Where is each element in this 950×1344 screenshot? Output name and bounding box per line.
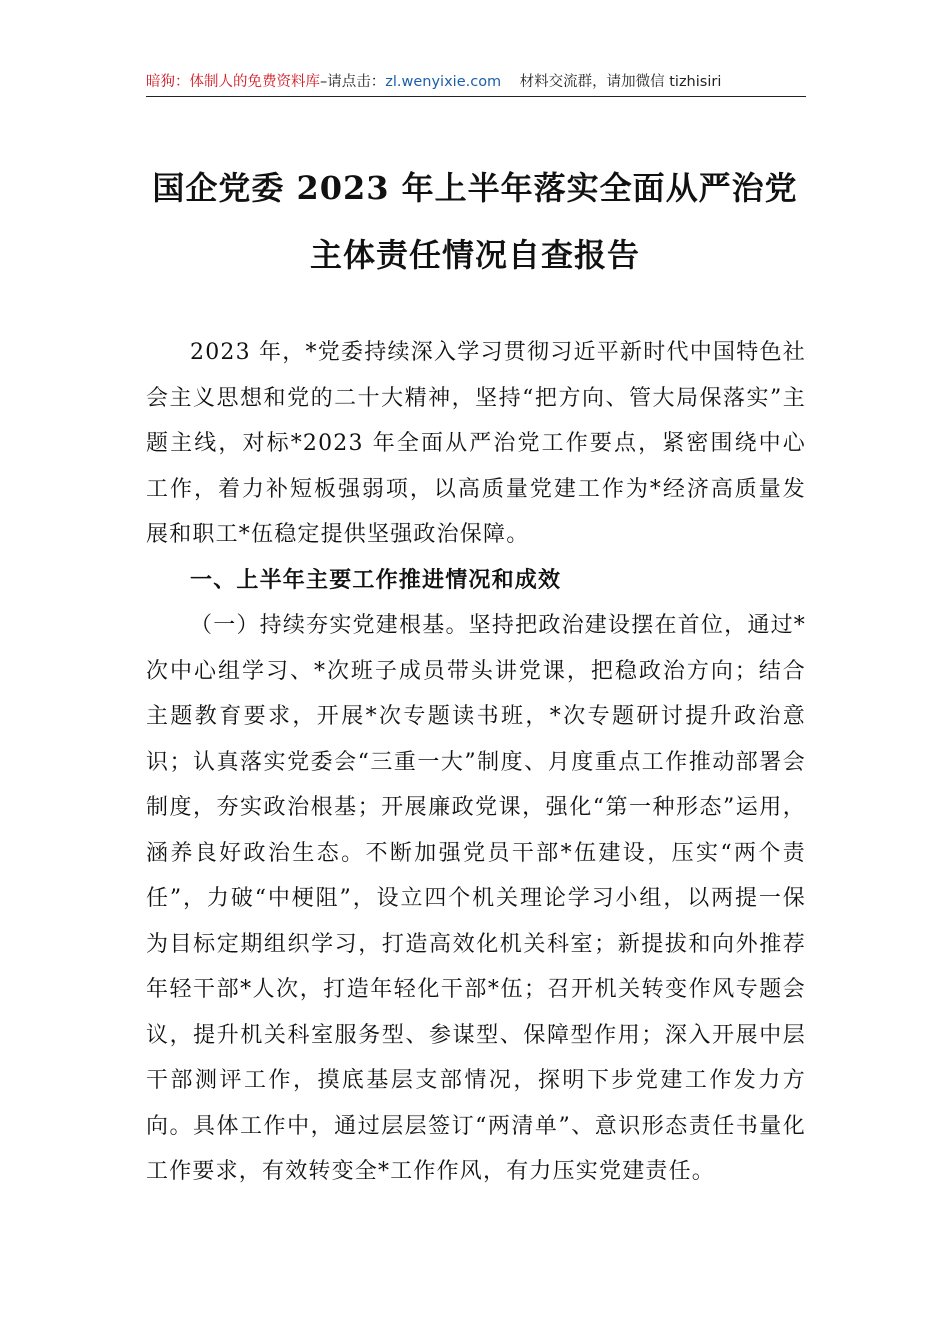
document-title-line-2: 主体责任情况自查报告 — [309, 236, 640, 274]
header-contact: 材料交流群，请加微信 tizhisiri — [519, 74, 722, 90]
section-1-paragraph-1: （一）持续夯实党建根基。坚持把政治建设摆在首位，通过*次中心组学习、*次班子成员带头讲党课，把稳政治方向；结合主题教育要求，开展*次专题读书班，*次专题研讨提升政治意识；认真落实党委会“三重一大”制度、月度重点工作推动部署会制度，夯实政治根基；开展廉政党课，强化“第一种形态”运用，涵养良好政治生态。不断加强党员干部*伍建设，压实“两个责任”，力破“中梗阻”，设立四个机关理论学习小组，以两提一保为目标定期组织学习，打造高效化机关科室；新提拔和向外推荐年轻干部*人次，打造年轻化干部*伍；召开机关转变作风专题会议，提升机关科室服务型、参谋型、保障型作用；深入开展中层干部测评工作，摸底基层支部情况，探明下步党建工作发力方向。具体工作中，通过层层签订“两清单”、意识形态责任书量化工作要求，有效转变全*工作作风，有力压实党建责任。 — [146, 613, 806, 1184]
intro-paragraph: 2023 年，*党委持续深入学习贯彻习近平新时代中国特色社会主义思想和党的二十大精神，坚持“把方向、管大局保落实”主题主线，对标*2023 年全面从严治党工作要点，紧密围绕中心工作，着力补短板强弱项，以高质量党建工作为*经济高质量发展和职工*伍稳定提供坚强政治保障。 — [146, 340, 806, 547]
header-site-name: 暗狗：体制人的免费资料库 — [146, 74, 320, 90]
header-click-prefix: –请点击： — [320, 74, 386, 90]
document-body — [146, 330, 806, 1195]
document-title-line-1: 国企党委 2023 年上半年落实全面从严治党 — [152, 169, 798, 207]
page-header — [146, 70, 806, 97]
header-url-link[interactable]: zl.wenyixie.com — [385, 74, 502, 90]
section-1-heading: 一、上半年主要工作推进情况和成效 — [190, 567, 562, 593]
